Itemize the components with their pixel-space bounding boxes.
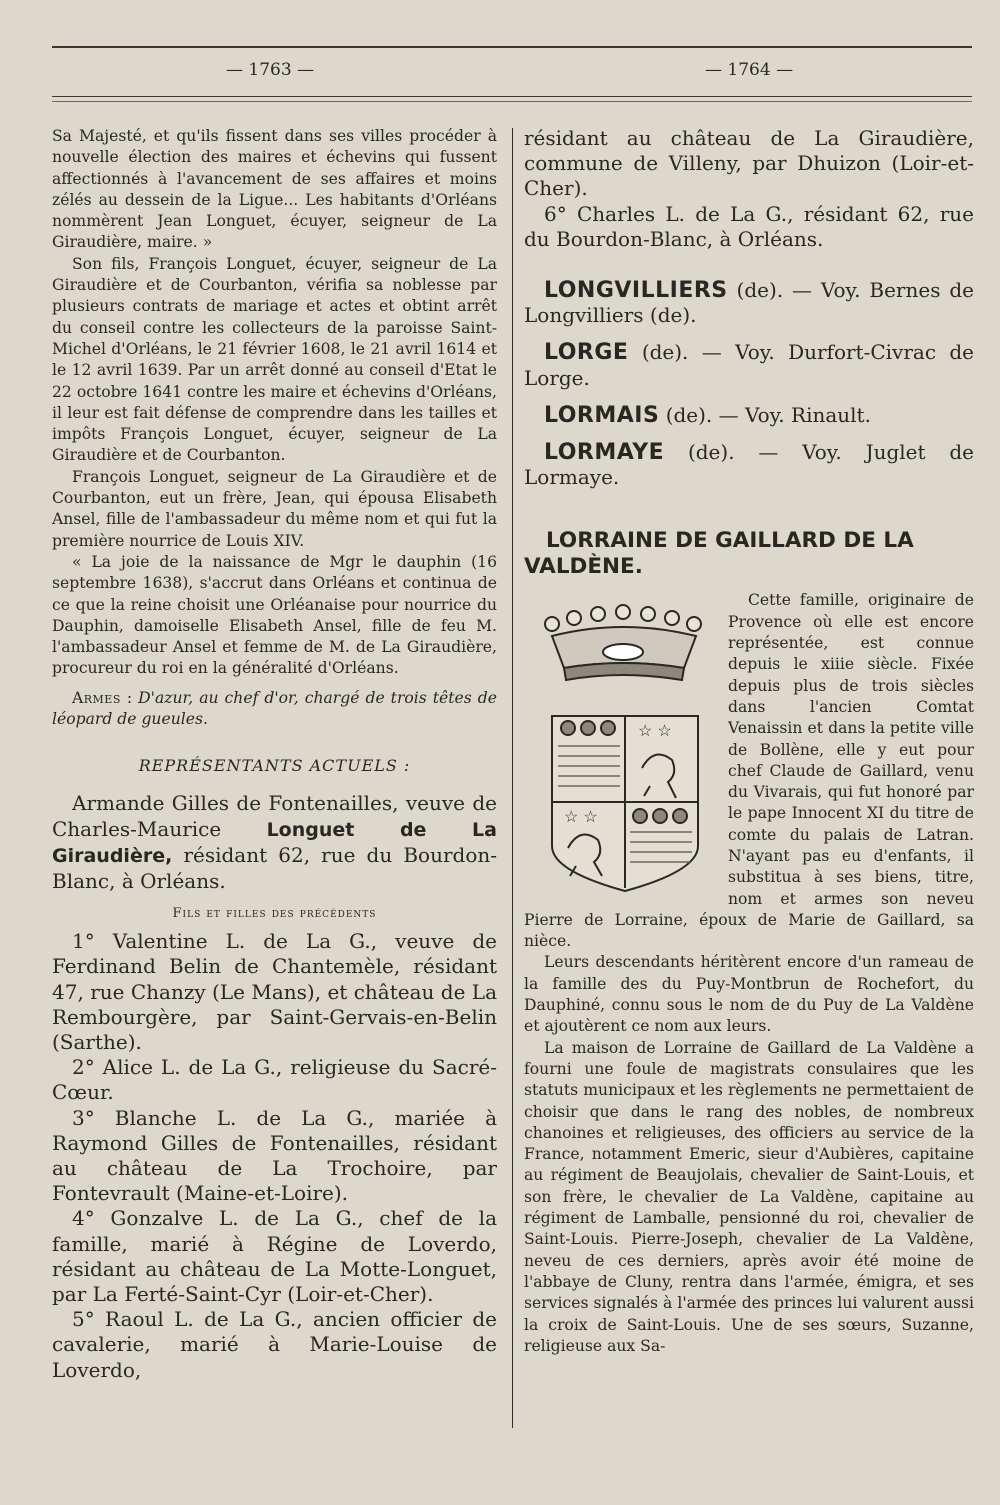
cross-reference-entry xyxy=(524,440,974,490)
coat-of-arms-illustration xyxy=(524,596,722,894)
header-rule xyxy=(52,96,972,97)
entry-reference: (de). — Voy. Juglet de Lormaye. xyxy=(524,440,974,490)
armes-text: D'azur, au chef d'or, chargé de trois têtes de léopard de gueules. xyxy=(52,688,497,729)
entry-reference: (de). — Voy. Rinault. xyxy=(665,402,871,427)
shield-icon xyxy=(552,716,698,891)
entry-name: LORGE xyxy=(544,340,629,366)
child-item: 6° Charles L. de La G., résidant 62, rue du Bourdon-Blanc, à Orléans. xyxy=(524,201,974,251)
section-title: LORRAINE DE GAILLARD DE LA VALDÈNE. xyxy=(524,528,914,580)
top-rule xyxy=(52,46,972,48)
representant-address: résidant 62, rue du Bourdon-Blanc, à Orléans. xyxy=(52,842,498,893)
svg-text:☆ ☆: ☆ ☆ xyxy=(638,721,672,741)
cross-reference-entry xyxy=(524,278,974,328)
representant-name: Longuet de La Giraudière, xyxy=(52,818,497,867)
children-heading: Fils et filles des précédents xyxy=(172,906,377,922)
paragraph: Son fils, François Longuet, écuyer, seigneur de La Giraudière et de Courbanton, vérifia sa noblesse par plusieurs contrats de mariage et actes et obtint arrêt du conseil contre les collecteurs de la paroisse Saint-Michel d'Orléans, le 21 février 1608, le 21 avril 1614 et le 12 avril 1639. Par un arrêt donné au conseil d'Etat le 22 octobre 1641 contre les maire et échevins d'Orléans, il leur est fait défense de comprendre dans les tailles et impôts François Longuet, écuyer, seigneur de La Giraudière et de Courbanton. xyxy=(52,254,497,465)
header-rule-second xyxy=(52,101,972,102)
left-column xyxy=(52,126,497,1383)
armes-paragraph: Armes : D'azur, au chef d'or, chargé de trois têtes de léopard de gueules. xyxy=(52,688,497,729)
right-column xyxy=(524,126,974,1357)
representants-heading: REPRÉSENTANTS ACTUELS : xyxy=(138,756,411,776)
svg-text:☆ ☆: ☆ ☆ xyxy=(564,807,598,827)
entry-name: LORMAIS xyxy=(544,402,660,428)
child-item: 5° Raoul L. de La G., ancien officier de cavalerie, marié à Marie-Louise de Loverdo, xyxy=(52,1307,497,1382)
crown-icon xyxy=(545,605,701,680)
entry-reference: (de). — Voy. Durfort-Civrac de Lorge. xyxy=(524,340,975,390)
paragraph: Sa Majesté, et qu'ils fissent dans ses villes procéder à nouvelle élection des maires et échevins qui fussent affectionnés à l'avancement de ses affaires et moins zélés au dessein de la Ligue... Les habitants d'Orléans nommèrent Jean Longuet, écuyer, seigneur de La Giraudière, maire. » xyxy=(52,127,497,252)
section-paragraph: Leurs descendants héritèrent encore d'un rameau de la famille des du Puy-Montbrun de Rochefort, du Dauphiné, connu sous le nom de du Puy de La Valdène et ajoutèrent ce nom aux leurs. xyxy=(524,953,974,1036)
page-number-right: — 1764 — xyxy=(705,60,794,80)
section-paragraph: La maison de Lorraine de Gaillard de La Valdène a fourni une foule de magistrats consulaires que les statuts municipaux et les règlements ne permettaient de choisir que dans le rang des nobles, de nombreux chanoines et religieuses, des officiers au service de la France, notamment Emeric, sieur d'Aubières, capitaine au régiment de Beaujolais, chevalier de Saint-Louis, et son frère, le chevalier de La Valdène, capitaine au régiment de Lamballe, pensionné du roi, chevalier de Saint-Louis. Pierre-Joseph, chevalier de La Valdène, neveu de ces derniers, après avoir été moine de l'abbaye de Cluny, rentra dans l'armée, émigra, et ses services signalés à l'armée des princes lui valurent aussi la croix de Saint-Louis. Une de ses sœurs, Suzanne, religieuse aux Sa- xyxy=(524,1038,974,1355)
representant-paragraph xyxy=(52,791,497,894)
continued-paragraph: résidant au château de La Giraudière, commune de Villeny, par Dhuizon (Loir-et-Cher). xyxy=(524,126,974,201)
child-item: 1° Valentine L. de La G., veuve de Ferdinand Belin de Chantemèle, résidant 47, rue Chanzy (Le Mans), et château de La Rembourgère, par Saint-Gervais-en-Belin (Sarthe). xyxy=(52,929,497,1054)
child-item: 4° Gonzalve L. de La G., chef de la famille, marié à Régine de Loverdo, résidant au château de La Motte-Longuet, par La Ferté-Saint-Cyr (Loir-et-Cher). xyxy=(52,1206,497,1306)
armes-label: Armes xyxy=(72,688,121,707)
entry-reference: (de). — Voy. Bernes de Longvilliers (de). xyxy=(524,278,974,328)
representant-text: Armande Gilles de Fontenailles, veuve de Charles-Maurice xyxy=(52,791,497,841)
section-paragraph: Cette famille, originaire de Provence où elle est encore représentée, est connue depuis le xiiie siècle. Fixée depuis plus de trois siècles dans l'ancien Comtat Venaissin et dans la petite ville de Bollène, elle y eut pour chef Claude de Gaillard, venu du Vivarais, qui fut honoré par le pape Innocent XI du titre de comte du palais de Latran. N'ayant pas eu d'enfants, il substitua à ses biens, titre, nom et armes son neveu Pierre de Lorraine, époux de Marie de Gaillard, sa nièce. xyxy=(524,591,974,951)
child-item: 3° Blanche L. de La G., mariée à Raymond Gilles de Fontenailles, résidant au château de La Trochoire, par Fontevrault (Maine-et-Loire). xyxy=(52,1105,497,1206)
paragraph: « La joie de la naissance de Mgr le dauphin (16 septembre 1638), s'accrut dans Orléans et continua de ce que la reine choisit une Orléanaise pour nourrice du Dauphin, damoiselle Elisabeth Ansel, fille de feu M. l'ambassadeur Ansel et femme de M. de La Giraudière, procureur du roi en la généralité d'Orléans. xyxy=(52,552,497,678)
entry-name: LORMAYE xyxy=(544,440,665,466)
paragraph: François Longuet, seigneur de La Giraudière et de Courbanton, eut un frère, Jean, qui épousa Elisabeth Ansel, fille de l'ambassadeur du même nom et qui fut la première nourrice de Louis XIV. xyxy=(52,467,497,550)
column-divider xyxy=(512,128,513,1428)
child-item: 2° Alice L. de La G., religieuse du Sacré-Cœur. xyxy=(52,1055,497,1105)
cross-reference-entry xyxy=(524,403,974,428)
cross-reference-entry xyxy=(524,340,974,390)
page-number-left: — 1763 — xyxy=(226,60,315,80)
entry-name: LONGVILLIERS xyxy=(544,278,728,304)
